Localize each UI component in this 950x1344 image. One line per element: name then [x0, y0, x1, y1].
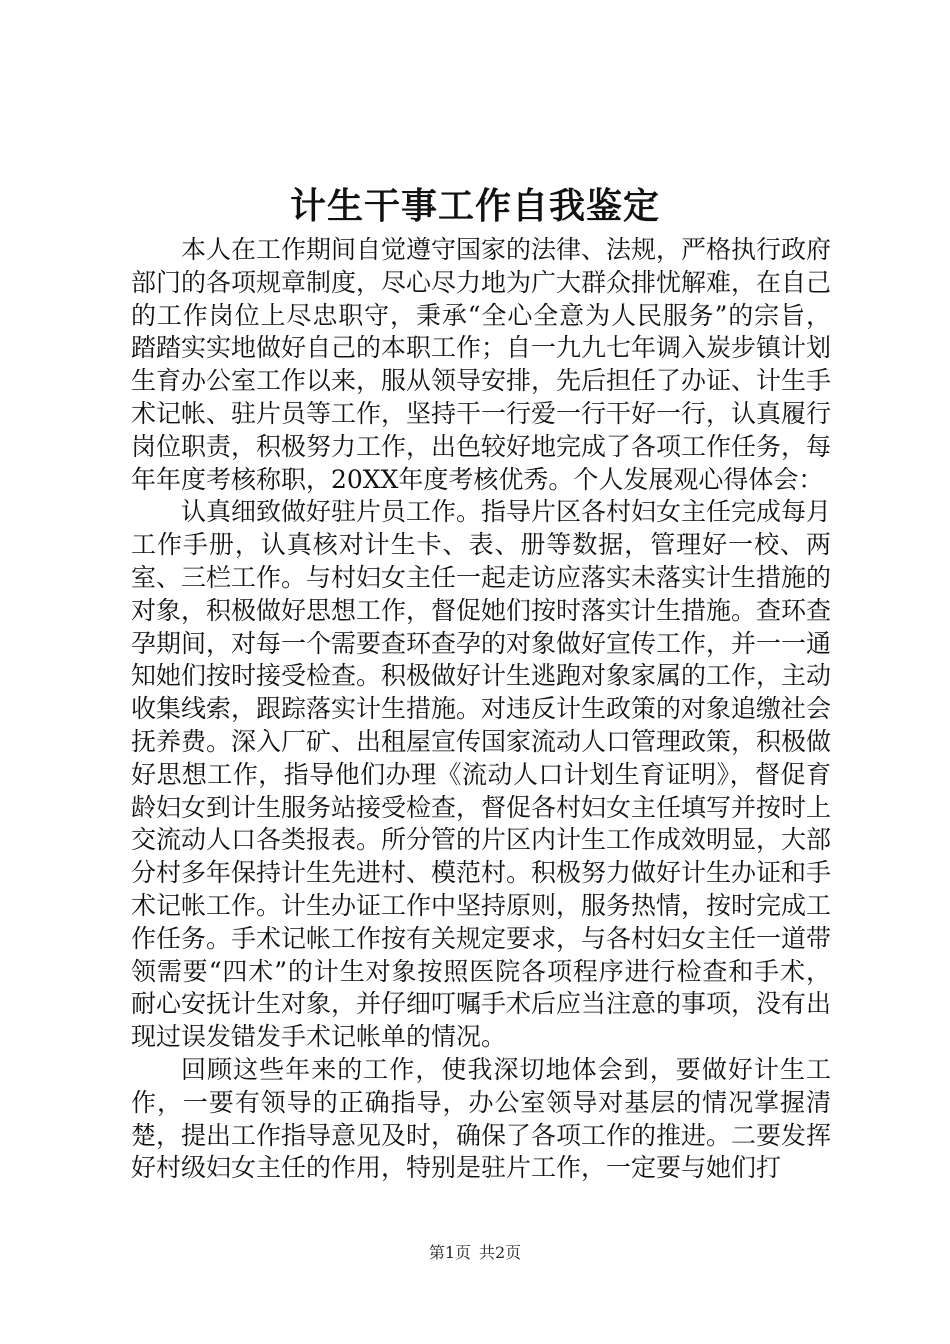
paragraph-review: 回顾这些年来的工作，使我深切地体会到，要做好计生工作，一要有领导的正确指导，办公室领导对基层的情况掌握清楚，提出工作指导意见及时，确保了各项工作的推进。二要发挥好村级妇女主任的作用，特别是驻片工作，一定要与她们打 — [131, 1054, 832, 1183]
page-footer — [0, 1242, 950, 1264]
document-body — [131, 234, 831, 1185]
paragraph-work-details: 认真细致做好驻片员工作。指导片区各村妇女主任完成每月工作手册，认真核对计生卡、表、册等数据，管理好一校、两室、三栏工作。与村妇女主任一起走访应落实未落实计生措施的对象，积极做好思想工作，督促她们按时落实计生措施。查环查孕期间，对每一个需要查环查孕的对象做好宣传工作，并一一通知她们按时接受检查。积极做好计生逃跑对象家属的工作，主动收集线索，跟踪落实计生措施。对违反计生政策的对象追缴社会抚养费。深入厂矿、出租屋宣传国家流动人口管理政策，积极做好思想工作，指导他们办理《流动人口计划生育证明》，督促育龄妇女到计生服务站接受检查，督促各村妇女主任填写并按时上交流动人口各类报表。所分管的片区内计生工作成效明显，大部分村多年保持计生先进村、模范村。积极努力做好计生办证和手术记帐工作。计生办证工作中坚持原则，服务热情，按时完成工作任务。手术记帐工作按有关规定要求，与各村妇女主任一道带领需要“四术”的计生对象按照医院各项程序进行检查和手术，耐心安抚计生对象，并仔细叮嘱手术后应当注意的事项，没有出现过误发错发手术记帐单的情况。 — [131, 497, 832, 1052]
paragraph-intro: 本人在工作期间自觉遵守国家的法律、法规，严格执行政府部门的各项规章制度，尽心尽力地为广大群众排忧解难，在自己的工作岗位上尽忠职守，秉承“全心全意为人民服务”的宗旨，踏踏实实地做好自己的本职工作；自一九九七年调入炭步镇计划生育办公室工作以来，服从领导安排，先后担任了办证、计生手术记帐、驻片员等工作，坚持干一行爱一行干好一行，认真履行岗位职责，积极努力工作，出色较好地完成了各项工作任务，每年年度考核称职，20XX年度考核优秀。个人发展观心得体会： — [131, 235, 832, 494]
page-number: 第1页 — [428, 1243, 471, 1262]
document-title: 计生干事工作自我鉴定 — [289, 185, 660, 227]
page-total: 共2页 — [479, 1243, 522, 1262]
